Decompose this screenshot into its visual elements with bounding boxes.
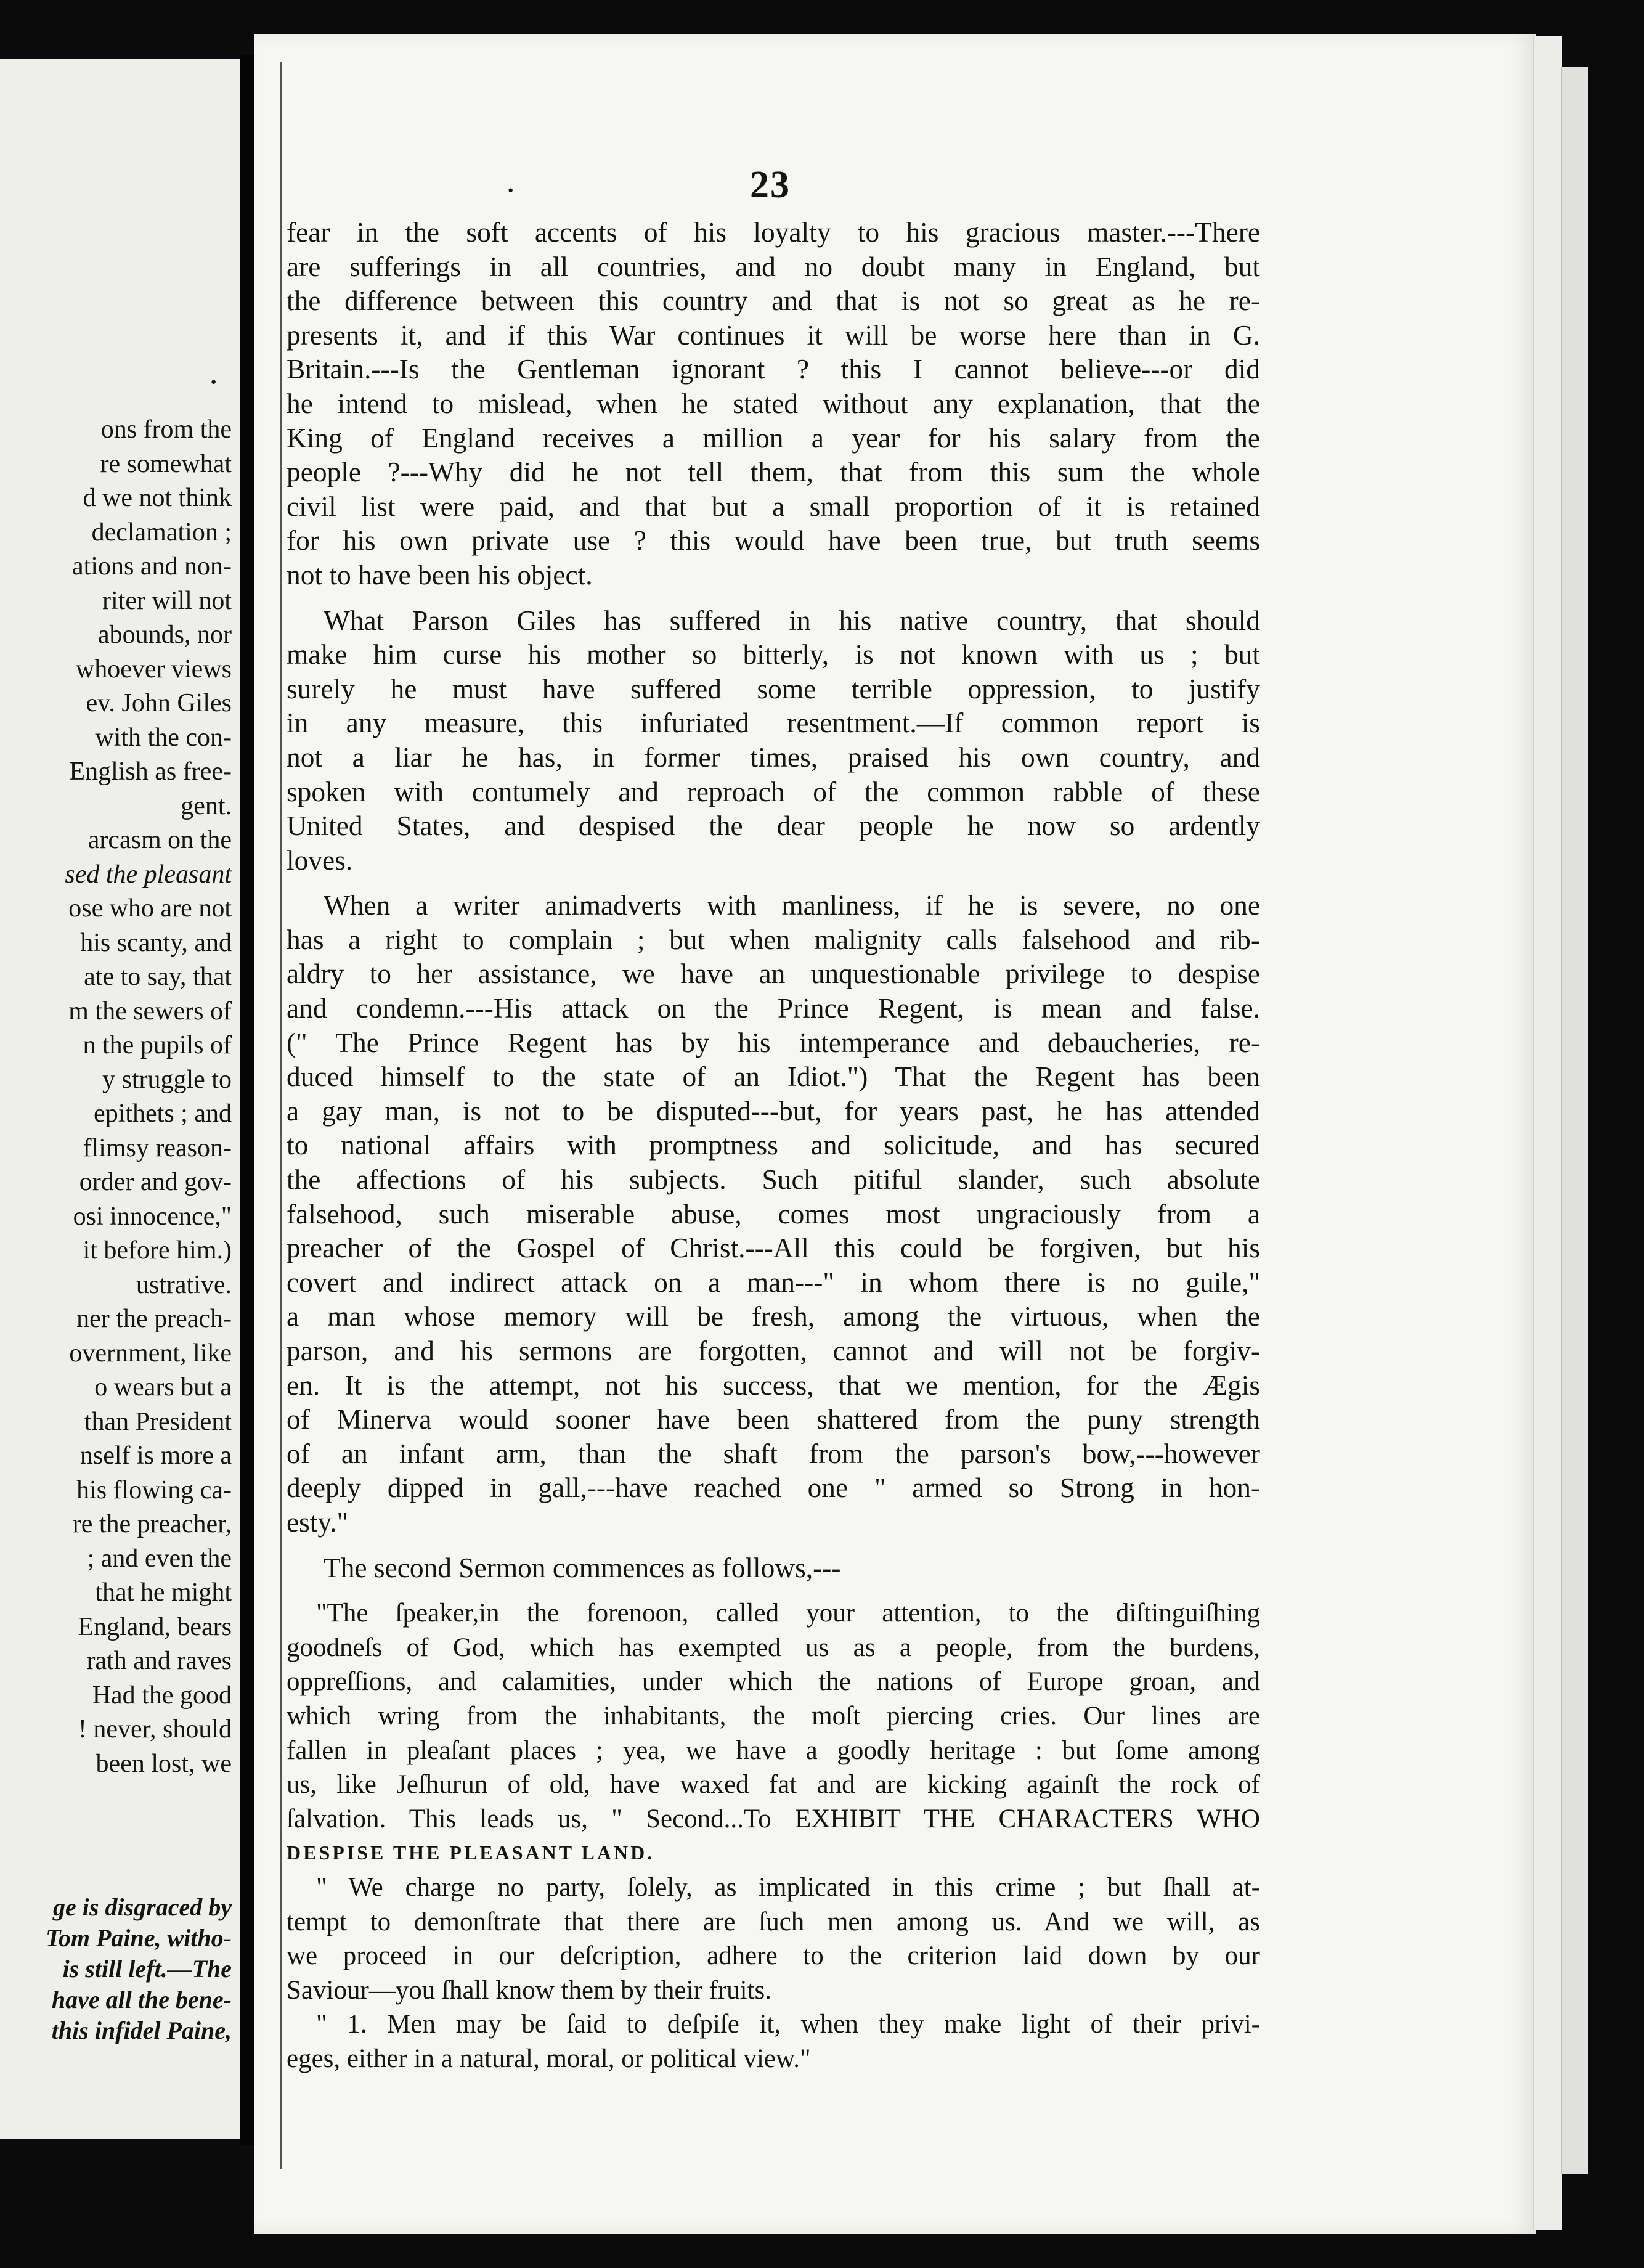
body-line: spoken with contumely and reproach of the common rabble of these <box>287 776 1260 807</box>
body-line: surely he must have suffered some terrible oppression, to justify <box>287 673 1260 704</box>
book-gutter <box>240 55 254 2145</box>
left-line: declamation ; <box>91 518 232 547</box>
left-line: flimsy reason- <box>83 1133 232 1162</box>
quoted-sermon-heading: DESPISE THE PLEASANT LAND. <box>287 1842 655 1864</box>
left-line: re the preacher, <box>72 1510 232 1538</box>
page-edge <box>1561 67 1588 2174</box>
body-line: en. It is the attempt, not his success, that we mention, for the Ægis <box>287 1369 1260 1401</box>
ink-speck: · <box>210 368 218 396</box>
left-line: English as free- <box>69 757 232 786</box>
left-line: n the pupils of <box>83 1031 232 1059</box>
page-inner-edge <box>280 62 282 2169</box>
body-line: has a right to complain ; but when malignity calls falsehood and rib- <box>287 924 1260 955</box>
quoted-sermon-line: which wring from the inhabitants, the moſt piercing cries. Our lines are <box>287 1701 1260 1731</box>
body-line: falsehood, such miserable abuse, comes most ungraciously from a <box>287 1198 1260 1230</box>
body-line: presents it, and if this War continues it will be worse here than in G. <box>287 319 1260 351</box>
left-line: than President <box>84 1407 232 1436</box>
left-line: osi innocence," <box>73 1202 232 1231</box>
body-line: make him curse his mother so bitterly, is not known with us ; but <box>287 639 1260 671</box>
body-line: deeply dipped in gall,---have reached one " armed so Strong in hon- <box>287 1472 1260 1504</box>
left-line: d we not think <box>83 484 232 512</box>
body-line: King of England receives a million a year for his salary from the <box>287 422 1260 454</box>
left-note-line: this infidel Paine, <box>51 2017 232 2044</box>
body-line: a gay man, is not to be disputed---but, for years past, he has attended <box>287 1095 1260 1127</box>
left-line: ustrative. <box>136 1270 232 1299</box>
body-line: a man whose memory will be fresh, among the virtuous, when the <box>287 1301 1260 1332</box>
quoted-sermon-line: oppreſſions, and calamities, under which the nations of Europe groan, and <box>287 1667 1260 1697</box>
left-page-footnote <box>0 1892 232 2046</box>
quoted-sermon-line: Saviour—you ſhall know them by their fruits. <box>287 1975 772 2005</box>
body-line: What Parson Giles has suffered in his native country, that should <box>324 605 1260 636</box>
quoted-sermon-line: " 1. Men may be ſaid to deſpiſe it, when they make light of their privi- <box>316 2010 1260 2039</box>
quoted-sermon-line: goodneſs of God, which has exempted us as a people, from the burdens, <box>287 1633 1260 1662</box>
left-line: overnment, like <box>69 1339 232 1368</box>
quoted-sermon-line: eges, either in a natural, moral, or political view." <box>287 2044 811 2073</box>
body-line: the affections of his subjects. Such pitiful slander, such absolute <box>287 1164 1260 1196</box>
body-line: of an infant arm, than the shaft from the parson's bow,---however <box>287 1438 1260 1469</box>
body-line: esty." <box>287 1506 349 1538</box>
left-line: ons from the <box>100 415 232 444</box>
left-line: sed the pleasant <box>65 860 232 889</box>
left-line: that he might <box>95 1578 232 1607</box>
quoted-sermon-line: we proceed in our deſcription, adhere to the criterion laid down by our <box>287 1941 1260 1971</box>
body-line: the difference between this country and that is not so great as he re- <box>287 285 1260 317</box>
left-line: ; and even the <box>87 1544 232 1573</box>
body-line: to national affairs with promptness and solicitude, and has secured <box>287 1130 1260 1161</box>
left-line: ner the preach- <box>76 1305 232 1333</box>
left-line: re somewhat <box>100 449 232 478</box>
page-number: 23 <box>750 164 791 206</box>
quoted-sermon-line: us, like Jeſhurun of old, have waxed fat and are kicking againſt the rock of <box>287 1770 1260 1800</box>
body-line: United States, and despised the dear people he now so ardently <box>287 810 1260 842</box>
body-line: The second Sermon commences as follows,--- <box>324 1552 841 1583</box>
body-line: duced himself to the state of an Idiot.") That the Regent has been <box>287 1061 1260 1093</box>
body-line: When a writer animadverts with manliness, if he is severe, no one <box>324 890 1260 921</box>
body-line: (" The Prince Regent has by his intemperance and debaucheries, re- <box>287 1027 1260 1058</box>
body-line: covert and indirect attack on a man---" in whom there is no guile," <box>287 1267 1260 1298</box>
left-line: o wears but a <box>94 1373 232 1401</box>
left-line: m the sewers of <box>68 997 232 1026</box>
quoted-sermon-line: " We charge no party, ſolely, as implicated in this crime ; but ſhall at- <box>316 1872 1260 1902</box>
left-line: England, bears <box>78 1612 232 1641</box>
body-line: not to have been his object. <box>287 559 593 590</box>
body-line: aldry to her assistance, we have an unquestionable privilege to despise <box>287 958 1260 990</box>
left-line: nself is more a <box>79 1442 232 1470</box>
quoted-sermon-line: tempt to demonſtrate that there are ſuch men among us. And we will, as <box>287 1907 1260 1936</box>
left-line: ations and non- <box>72 552 232 581</box>
left-line: ate to say, that <box>84 963 232 991</box>
left-line: it before him.) <box>83 1236 232 1265</box>
quoted-sermon-line: fallen in pleaſant places ; yea, we have a goodly heritage : but ſome among <box>287 1736 1260 1765</box>
body-line: civil list were paid, and that but a small proportion of it is retained <box>287 491 1260 522</box>
left-line: rath and raves <box>86 1647 232 1675</box>
left-note-line: ge is disgraced by <box>53 1893 232 1921</box>
body-line: are sufferings in all countries, and no doubt many in England, but <box>287 251 1260 282</box>
page-edge <box>1533 36 1562 2230</box>
left-line: gent. <box>181 791 232 820</box>
left-note-line: have all the bene- <box>51 1986 232 2013</box>
left-note-line: Tom Paine, witho- <box>46 1924 232 1952</box>
left-line: his flowing ca- <box>76 1475 232 1504</box>
body-line: for his own private use ? this would have been true, but truth seems <box>287 525 1260 557</box>
left-page-fragment <box>0 59 240 2139</box>
page-body-text <box>287 216 1260 2076</box>
left-line: ! never, should <box>78 1715 232 1744</box>
left-line: ose who are not <box>68 894 232 923</box>
left-line: Had the good <box>92 1681 232 1710</box>
body-line: parson, and his sermons are forgotten, cannot and will not be forgiv- <box>287 1336 1260 1366</box>
body-line: fear in the soft accents of his loyalty to his gracious master.---There <box>287 217 1260 248</box>
body-line: of Minerva would sooner have been shattered from the puny strength <box>287 1404 1260 1435</box>
left-note-line: is still left.—The <box>62 1955 232 1983</box>
body-line: loves. <box>287 844 353 876</box>
quoted-sermon-line: ſalvation. This leads us, " Second...To EXHIBIT THE CHARACTERS WHO <box>287 1804 1260 1834</box>
body-line: in any measure, this infuriated resentment.—If common report is <box>287 708 1260 739</box>
body-line: preacher of the Gospel of Christ.---All this could be forgiven, but his <box>287 1233 1260 1264</box>
ink-speck: · <box>507 176 515 204</box>
body-line: he intend to mislead, when he stated without any explanation, that the <box>287 388 1260 419</box>
left-line: abounds, nor <box>98 621 232 649</box>
body-line: Britain.---Is the Gentleman ignorant ? this I cannot believe---or did <box>287 354 1260 385</box>
left-line: his scanty, and <box>80 928 232 957</box>
left-line: order and gov- <box>79 1168 232 1196</box>
body-line: not a liar he has, in former times, praised his own country, and <box>287 741 1260 773</box>
left-line: with the con- <box>95 723 232 752</box>
left-line: riter will not <box>102 586 232 615</box>
left-line: whoever views <box>75 655 232 683</box>
body-line: and condemn.---His attack on the Prince Regent, is mean and false. <box>287 993 1260 1024</box>
quoted-sermon-line: "The ſpeaker,in the forenoon, called your attention, to the diſtinguiſhing <box>316 1599 1260 1628</box>
left-line: ev. John Giles <box>86 689 232 717</box>
left-line: arcasm on the <box>87 826 232 854</box>
left-page-text <box>0 413 232 1781</box>
left-line: been lost, we <box>96 1749 232 1778</box>
left-line: epithets ; and <box>94 1099 232 1128</box>
left-line: y struggle to <box>102 1065 232 1094</box>
body-line: people ?---Why did he not tell them, that from this sum the whole <box>287 457 1260 488</box>
